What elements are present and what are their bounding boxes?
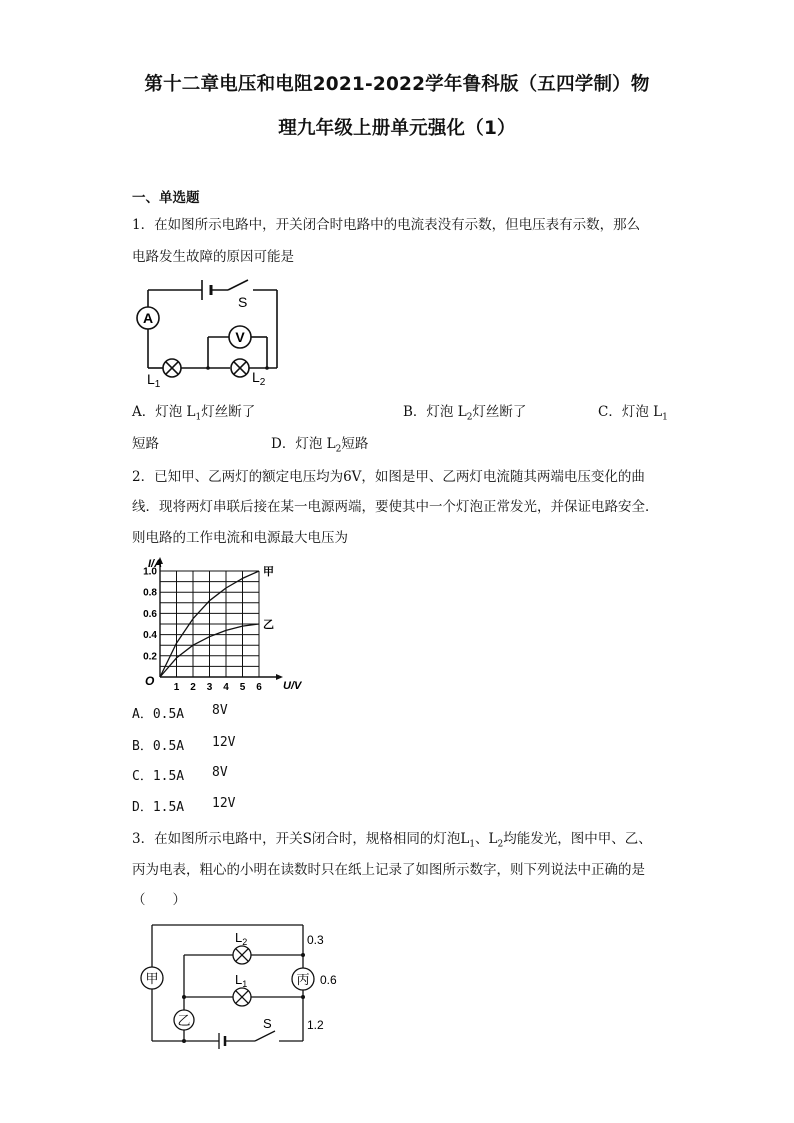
doc-title-line1: 第十二章电压和电阻2021-2022学年鲁科版（五四学制）物 bbox=[144, 74, 650, 95]
chart-origin: O bbox=[145, 674, 155, 688]
chart-ylabel: I/A bbox=[148, 558, 163, 570]
y-tick-label: 0.4 bbox=[143, 630, 157, 642]
x-tick-label: 2 bbox=[190, 682, 196, 693]
lamp1-sub: 1 bbox=[154, 379, 161, 390]
x-tick-label: 3 bbox=[206, 682, 213, 693]
y-tick-label: 0.6 bbox=[143, 608, 157, 620]
y-tick-label: 1.0 bbox=[143, 566, 157, 578]
q2-option-d[interactable]: D．1.5A 12V bbox=[132, 796, 236, 815]
q2-option-a[interactable]: A．0.5A 8V bbox=[132, 703, 228, 722]
x-tick-label: 5 bbox=[239, 682, 246, 693]
section-heading: 一、单选题 bbox=[132, 190, 200, 206]
svg-text:L2 bbox=[235, 930, 247, 947]
q2-text-line1: 2．已知甲、乙两灯的额定电压均为6V，如图是甲、乙两灯电流随其两端电压变化的曲 bbox=[132, 469, 645, 485]
q3-text-line1: 3．在如图所示电路中，开关S闭合时，规格相同的灯泡$L_1$、$L_2$均能发光，图中甲、乙、 bbox=[132, 831, 652, 850]
lamp-mid-sub: 1 bbox=[242, 979, 248, 989]
svg-text:L2 bbox=[252, 369, 266, 388]
x-tick-label: 1 bbox=[173, 682, 180, 693]
q1-option-c-wrap: 短路 bbox=[132, 436, 159, 452]
svg-text:L1 bbox=[235, 972, 247, 989]
meter-yi-label: 乙 bbox=[177, 1013, 191, 1028]
q1-text-line2: 电路发生故障的原因可能是 bbox=[132, 249, 294, 265]
iu-chart bbox=[130, 555, 330, 695]
meter-jia-label: 甲 bbox=[145, 971, 159, 986]
x-tick-label: 6 bbox=[256, 682, 262, 693]
lamp2-sub: 2 bbox=[259, 377, 266, 388]
chart-xlabel: U/V bbox=[283, 680, 302, 692]
lamp-mid-label: L bbox=[235, 972, 243, 987]
q2-text-line3: 则电路的工作电流和电源最大电压为 bbox=[132, 530, 348, 546]
y-tick-label: 0.2 bbox=[143, 651, 157, 663]
reading-1: 0.3 bbox=[307, 933, 324, 947]
q3-text-line3: （ ） bbox=[132, 892, 186, 908]
switch-label: S bbox=[238, 294, 248, 310]
q1-text-line1: 1．在如图所示电路中，开关闭合时电路中的电流表没有示数，但电压表有示数，那么 bbox=[132, 217, 641, 233]
y-tick-label: 0.8 bbox=[143, 587, 157, 599]
lamp-top-sub: 2 bbox=[242, 937, 248, 947]
q1-circuit-diagram bbox=[130, 275, 290, 390]
q3-circuit-diagram bbox=[135, 920, 345, 1050]
q2-option-b[interactable]: B．0.5A 12V bbox=[132, 735, 236, 754]
series-label: 甲 bbox=[263, 566, 274, 578]
q1-option-a[interactable]: A．灯泡 $L_1$灯丝断了 bbox=[132, 404, 256, 423]
q2-option-c[interactable]: C．1.5A 8V bbox=[132, 765, 228, 784]
doc-title-line2: 理九年级上册单元强化（1） bbox=[278, 118, 516, 139]
lamp1-label: L bbox=[147, 371, 155, 387]
x-axis-arrow bbox=[276, 674, 283, 680]
q3-switch-label: S bbox=[263, 1016, 272, 1031]
reading-3: 1.2 bbox=[307, 1018, 324, 1032]
lamp-top-label: L bbox=[235, 930, 243, 945]
voltmeter-label: V bbox=[235, 329, 245, 345]
lamp2-label: L bbox=[252, 369, 260, 385]
x-tick-label: 4 bbox=[223, 682, 229, 693]
q1-option-b[interactable]: B．灯泡 $L_2$灯丝断了 bbox=[403, 404, 527, 423]
q3-text-line2: 丙为电表，粗心的小明在读数时只在纸上记录了如图所示数字，则下列说法中正确的是 bbox=[132, 862, 645, 878]
meter-bing-label: 丙 bbox=[296, 972, 310, 987]
q1-option-c[interactable]: C．灯泡 $L_1$ bbox=[598, 404, 668, 423]
series-label: 乙 bbox=[263, 619, 274, 631]
ammeter-label: A bbox=[142, 310, 154, 326]
reading-2: 0.6 bbox=[320, 973, 337, 987]
q1-option-d[interactable]: D．灯泡 $L_2$短路 bbox=[271, 436, 369, 455]
svg-text:L1 bbox=[147, 371, 161, 390]
q2-text-line2: 线．现将两灯串联后接在某一电源两端，要使其中一个灯泡正常发光，并保证电路安全． bbox=[132, 499, 659, 515]
